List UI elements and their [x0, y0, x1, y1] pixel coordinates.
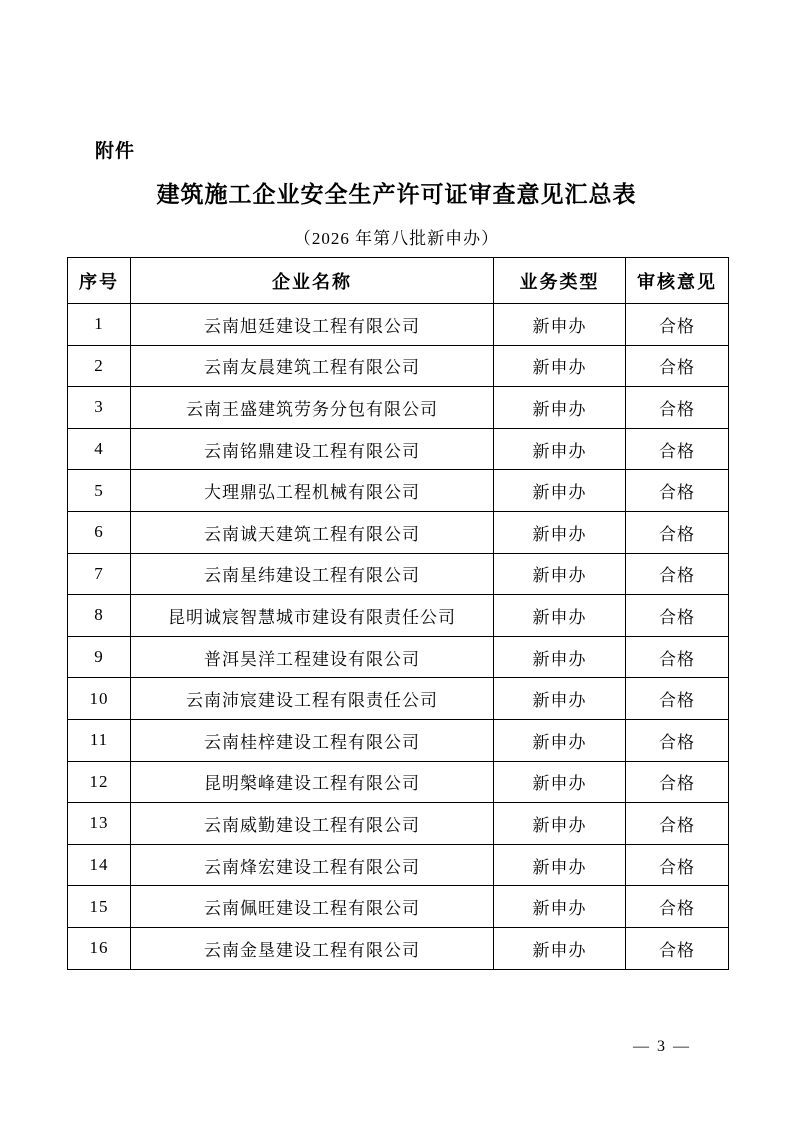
cell-review-opinion: 合格 [626, 886, 729, 928]
cell-serial-number: 15 [68, 886, 131, 928]
cell-company-name: 云南星纬建设工程有限公司 [131, 553, 494, 595]
page-number: — 3 — [633, 1038, 691, 1055]
cell-review-opinion: 合格 [626, 761, 729, 803]
cell-business-type: 新申办 [494, 803, 626, 845]
cell-business-type: 新申办 [494, 304, 626, 346]
cell-serial-number: 2 [68, 345, 131, 387]
cell-business-type: 新申办 [494, 428, 626, 470]
cell-company-name: 大理鼎弘工程机械有限公司 [131, 470, 494, 512]
cell-review-opinion: 合格 [626, 636, 729, 678]
table-row [68, 387, 729, 429]
table-row [68, 803, 729, 845]
cell-review-opinion: 合格 [626, 304, 729, 346]
cell-business-type: 新申办 [494, 636, 626, 678]
cell-serial-number: 4 [68, 428, 131, 470]
cell-business-type: 新申办 [494, 719, 626, 761]
cell-company-name: 云南诚天建筑工程有限公司 [131, 511, 494, 553]
cell-serial-number: 3 [68, 387, 131, 429]
cell-company-name: 云南桂梓建设工程有限公司 [131, 719, 494, 761]
table-row [68, 553, 729, 595]
header-review-opinion: 审核意见 [626, 258, 729, 304]
cell-business-type: 新申办 [494, 886, 626, 928]
header-company-name: 企业名称 [131, 258, 494, 304]
cell-business-type: 新申办 [494, 553, 626, 595]
cell-review-opinion: 合格 [626, 553, 729, 595]
cell-business-type: 新申办 [494, 678, 626, 720]
cell-serial-number: 8 [68, 595, 131, 637]
attachment-label: 附件 [95, 141, 136, 162]
cell-serial-number: 9 [68, 636, 131, 678]
cell-serial-number: 1 [68, 304, 131, 346]
header-business-type: 业务类型 [494, 258, 626, 304]
review-summary-table [67, 257, 729, 970]
cell-business-type: 新申办 [494, 844, 626, 886]
table-row [68, 345, 729, 387]
cell-company-name: 云南佩旺建设工程有限公司 [131, 886, 494, 928]
table-row [68, 511, 729, 553]
cell-review-opinion: 合格 [626, 927, 729, 969]
table-body [68, 304, 729, 970]
cell-review-opinion: 合格 [626, 719, 729, 761]
cell-company-name: 昆明槃峰建设工程有限公司 [131, 761, 494, 803]
cell-serial-number: 10 [68, 678, 131, 720]
cell-business-type: 新申办 [494, 761, 626, 803]
cell-serial-number: 13 [68, 803, 131, 845]
page-title: 建筑施工企业安全生产许可证审查意见汇总表 [156, 181, 637, 207]
cell-company-name: 云南威勤建设工程有限公司 [131, 803, 494, 845]
cell-review-opinion: 合格 [626, 678, 729, 720]
cell-review-opinion: 合格 [626, 595, 729, 637]
cell-business-type: 新申办 [494, 595, 626, 637]
cell-company-name: 云南金垦建设工程有限公司 [131, 927, 494, 969]
cell-serial-number: 5 [68, 470, 131, 512]
cell-business-type: 新申办 [494, 345, 626, 387]
cell-serial-number: 11 [68, 719, 131, 761]
cell-business-type: 新申办 [494, 927, 626, 969]
cell-review-opinion: 合格 [626, 428, 729, 470]
cell-review-opinion: 合格 [626, 387, 729, 429]
cell-review-opinion: 合格 [626, 470, 729, 512]
cell-business-type: 新申办 [494, 387, 626, 429]
table-row [68, 470, 729, 512]
table-header-row [68, 258, 729, 304]
cell-serial-number: 6 [68, 511, 131, 553]
table-row [68, 844, 729, 886]
cell-business-type: 新申办 [494, 511, 626, 553]
cell-company-name: 云南铭鼎建设工程有限公司 [131, 428, 494, 470]
table-row [68, 595, 729, 637]
cell-company-name: 云南烽宏建设工程有限公司 [131, 844, 494, 886]
table-row [68, 761, 729, 803]
table-row [68, 636, 729, 678]
page-subtitle: （2026 年第八批新申办） [293, 229, 500, 248]
table-row [68, 719, 729, 761]
cell-review-opinion: 合格 [626, 803, 729, 845]
cell-company-name: 昆明诚宸智慧城市建设有限责任公司 [131, 595, 494, 637]
cell-company-name: 云南旭廷建设工程有限公司 [131, 304, 494, 346]
table-row [68, 927, 729, 969]
cell-review-opinion: 合格 [626, 345, 729, 387]
cell-review-opinion: 合格 [626, 511, 729, 553]
cell-serial-number: 12 [68, 761, 131, 803]
cell-review-opinion: 合格 [626, 844, 729, 886]
cell-company-name: 云南沛宸建设工程有限责任公司 [131, 678, 494, 720]
table-row [68, 304, 729, 346]
table-row [68, 428, 729, 470]
cell-company-name: 云南王盛建筑劳务分包有限公司 [131, 387, 494, 429]
cell-serial-number: 7 [68, 553, 131, 595]
table-row [68, 886, 729, 928]
header-serial-number: 序号 [68, 258, 131, 304]
cell-business-type: 新申办 [494, 470, 626, 512]
table-row [68, 678, 729, 720]
cell-company-name: 云南友晨建筑工程有限公司 [131, 345, 494, 387]
cell-serial-number: 14 [68, 844, 131, 886]
cell-serial-number: 16 [68, 927, 131, 969]
cell-company-name: 普洱昊洋工程建设有限公司 [131, 636, 494, 678]
